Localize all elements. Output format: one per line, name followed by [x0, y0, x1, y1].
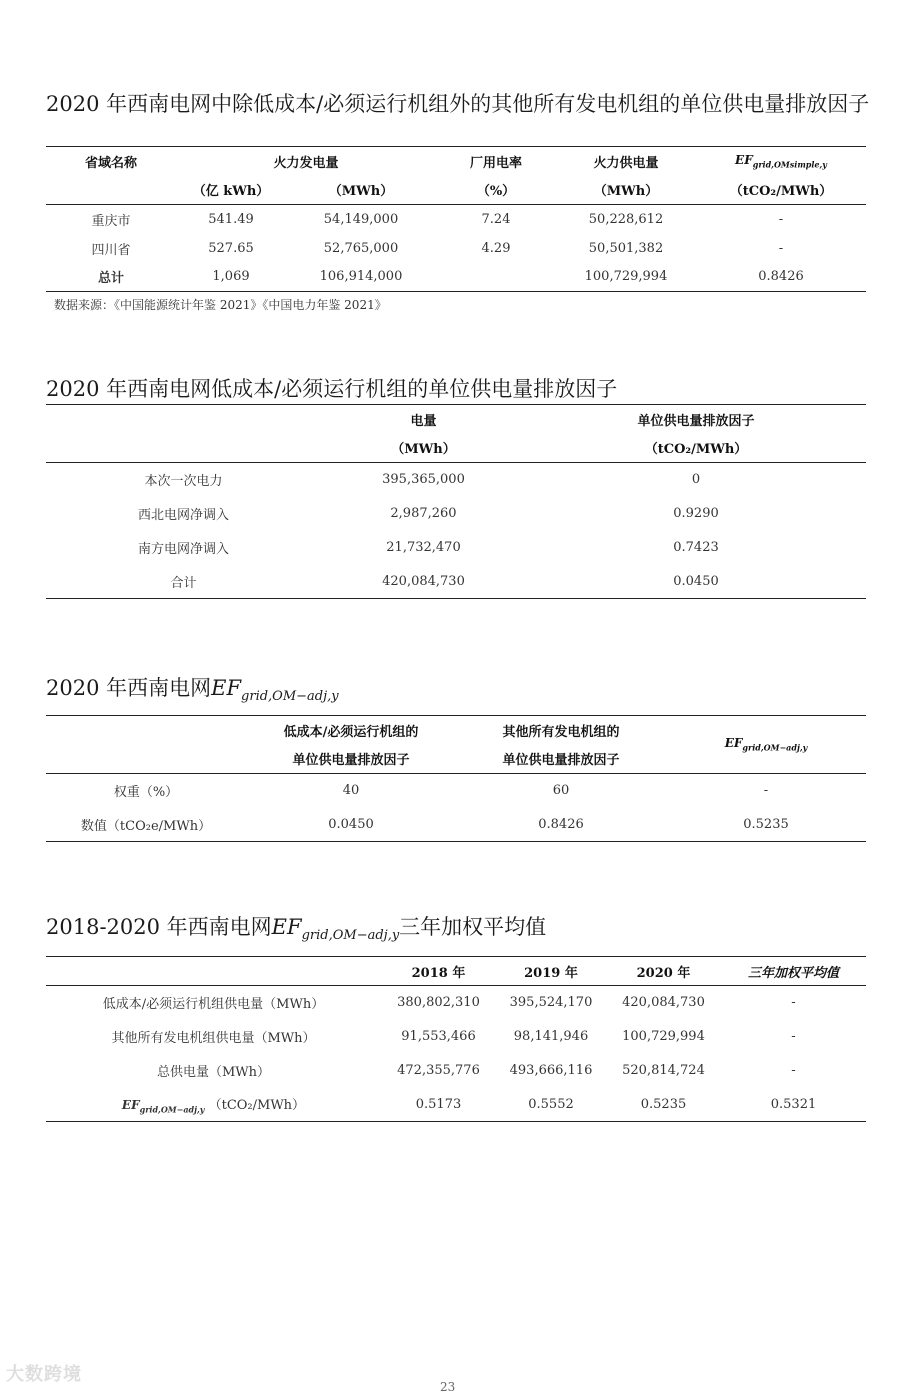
header-ef-unit: （tCO₂/MWh）: [696, 176, 866, 205]
header-supply-unit: （MWh）: [556, 176, 696, 205]
header-thermal-supply: 火力供电量: [593, 155, 659, 171]
header-2020: 2020 年: [606, 957, 721, 986]
header-other-l2: 单位供电量排放因子: [456, 745, 666, 774]
section4-title: 2018-2020 年西南电网$EF_{grid,OM-adj,y}$三年加权平均值: [46, 915, 547, 944]
section2-title: 2020 年西南电网低成本/必须运行机组的单位供电量排放因子: [46, 377, 618, 401]
table-om-adj: [46, 715, 866, 842]
table-row: 南方电网净调入 21,732,470 0.7423: [137, 540, 719, 557]
header-gen-unit1: （亿 kWh）: [176, 176, 286, 205]
header-energy-unit: （MWh）: [321, 434, 526, 463]
header-low-cost-l2: 单位供电量排放因子: [246, 745, 456, 774]
section3-title: 2020 年西南电网$EF_{grid,OM-adj,y}$: [46, 676, 339, 705]
header-factor: 单位供电量排放因子: [637, 413, 755, 429]
header-thermal-gen: 火力发电量: [273, 155, 339, 171]
header-ef-simple: $EF_{grid,OMsimple,y}$: [735, 153, 827, 170]
header-2018: 2018 年: [381, 957, 496, 986]
header-factor-unit: （tCO₂/MWh）: [526, 434, 866, 463]
header-three-year-avg: 三年加权平均值: [721, 957, 866, 986]
table-row: 重庆市 541.49 54,149,000 7.24 50,228,612 -: [91, 211, 784, 229]
header-aux-rate: 厂用电率: [469, 155, 522, 171]
table-low-cost-units: [46, 404, 866, 599]
header-gen-unit2: （MWh）: [286, 176, 436, 205]
table-three-year-average: [46, 956, 866, 1122]
page-number: 23: [440, 1380, 456, 1394]
header-aux-unit: （%）: [436, 176, 556, 205]
table-row: 总供电量（MWh） 472,355,776 493,666,116 520,814,724 -: [156, 1063, 796, 1080]
header-region: 省域名称: [84, 155, 137, 171]
table-other-units: [46, 146, 866, 292]
table-row: 西北电网净调入 2,987,260 0.9290: [137, 506, 719, 523]
table-row: 四川省 527.65 52,765,000 4.29 50,501,382 -: [91, 240, 784, 258]
watermark-logo: 大数跨境: [6, 1364, 82, 1385]
table-row: 本次一次电力 395,365,000 0: [144, 472, 701, 490]
table-row-total: 合计 420,084,730 0.0450: [170, 573, 719, 591]
header-low-cost-l1: 低成本/必须运行机组的: [283, 724, 419, 740]
table-row: 其他所有发电机组供电量（MWh） 91,553,466 98,141,946 100,729,994 -: [111, 1029, 796, 1046]
table-row: 低成本/必须运行机组供电量（MWh） 380,802,310 395,524,170 420,084,730 -: [102, 995, 796, 1013]
table-row-total: 总计 1,069 106,914,000 100,729,994 0.8426: [97, 269, 804, 287]
table-row: 权重（%） 40 60 -: [113, 783, 769, 801]
section1-title: 2020 年西南电网中除低成本/必须运行机组外的其他所有发电机组的单位供电量排放因子: [46, 92, 870, 116]
data-source-note: 数据来源：《中国能源统计年鉴 2021》《中国电力年鉴 2021》: [54, 298, 387, 312]
header-other-l1: 其他所有发电机组的: [502, 724, 620, 740]
table-row: 数值（tCO₂e/MWh） 0.0450 0.8426 0.5235: [80, 816, 789, 834]
header-ef-adj: $EF_{grid,OM-adj,y}$: [666, 716, 866, 774]
table-row-ef: $EF_{grid,OM-adj,y}$ （tCO₂/MWh） 0.5173 0.5552 0.5235 0.5321: [121, 1096, 817, 1115]
header-energy: 电量: [410, 413, 437, 429]
header-2019: 2019 年: [496, 957, 606, 986]
